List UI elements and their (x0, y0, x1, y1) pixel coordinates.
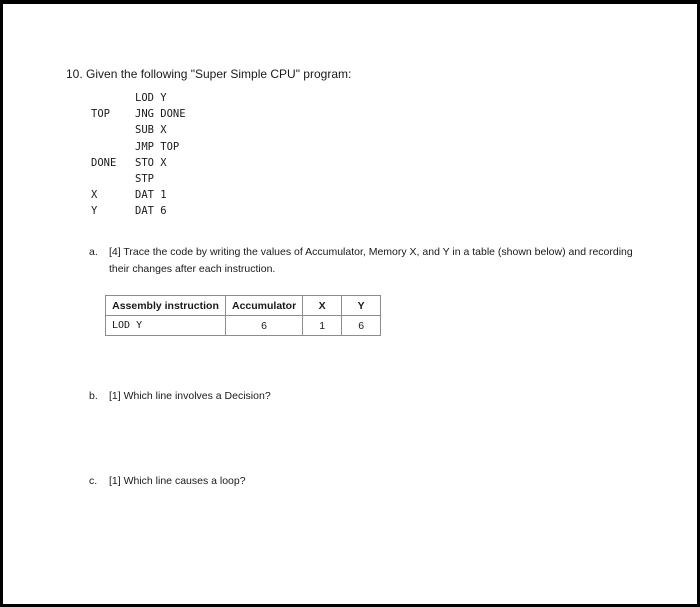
code-instruction: SUB X (135, 124, 167, 137)
header-x: X (303, 296, 342, 316)
table-row (106, 316, 381, 336)
cell-y: 6 (342, 316, 381, 336)
cell-accumulator: 6 (226, 316, 303, 336)
question-heading: 10. Given the following "Super Simple CPU" program: (66, 67, 352, 81)
code-instruction: STO X (135, 156, 167, 169)
code-instruction: DAT 6 (135, 205, 167, 218)
part-c-text: [1] Which line causes a loop? (109, 475, 246, 487)
code-label: TOP (91, 108, 110, 121)
code-instruction: JMP TOP (135, 140, 180, 153)
part-a-text: [4] Trace the code by writing the values of Accumulator, Memory X, and Y in a table (shown below) and recording their changes after each instruction. (109, 246, 633, 275)
document-page (3, 4, 697, 604)
part-c-marker: c. (89, 475, 98, 487)
trace-table (105, 295, 381, 336)
part-a-marker: a. (89, 246, 98, 258)
code-instruction: JNG DONE (135, 108, 186, 121)
code-instruction: STP (135, 172, 154, 185)
code-instruction: LOD Y (135, 92, 167, 104)
cell-assembly-instruction: LOD Y (106, 316, 226, 336)
part-b-text: [1] Which line involves a Decision? (109, 390, 271, 402)
part-b (89, 388, 271, 405)
header-y: Y (342, 296, 381, 316)
part-b-marker: b. (89, 390, 98, 402)
part-a (89, 244, 649, 278)
header-accumulator: Accumulator (226, 296, 303, 316)
part-c (89, 473, 246, 490)
code-label: DONE (91, 156, 117, 169)
cell-x: 1 (303, 316, 342, 336)
header-assembly-instruction: Assembly instruction (106, 296, 226, 316)
code-instruction: DAT 1 (135, 189, 167, 202)
code-label: Y (91, 205, 98, 218)
code-label: X (91, 189, 98, 202)
trace-table-header-row (106, 296, 381, 316)
